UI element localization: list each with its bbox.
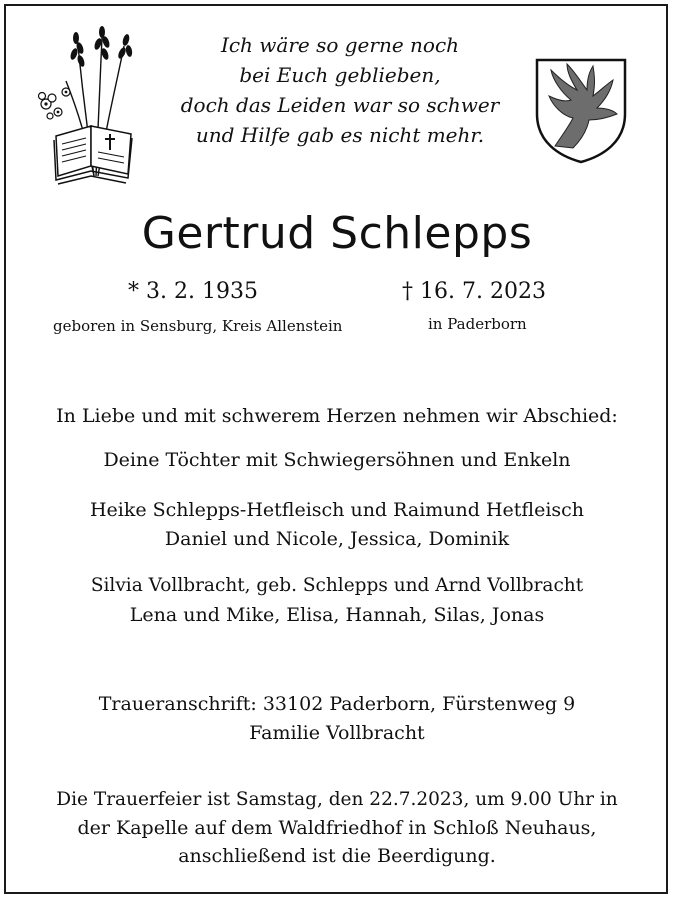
birth-date: * 3. 2. 1935 (128, 279, 258, 304)
ceremony-line-3: anschließend ist die Beerdigung. (178, 845, 496, 867)
address-line-2: Familie Vollbracht (249, 722, 425, 744)
family-1-line-2: Daniel und Nicole, Jessica, Dominik (164, 528, 510, 550)
birth-place: geboren in Sensburg, Kreis Allenstein (53, 317, 343, 335)
ceremony-line-1: Die Trauerfeier ist Samstag, den 22.7.2023, um 9.00 Uhr in (56, 789, 618, 810)
poem-line: doch das Leiden war so schwer (180, 93, 500, 117)
farewell-text: In Liebe und mit schwerem Herzen nehmen wir Abschied: (56, 405, 618, 427)
book-wheat-flowers-icon (36, 26, 146, 191)
death-date: † 16. 7. 2023 (402, 279, 546, 304)
ceremony-line-2: der Kapelle auf dem Waldfriedhof in Schloß Neuhaus, (77, 817, 597, 839)
deceased-name: Gertrud Schlepps (141, 208, 533, 259)
death-place: in Paderborn (428, 315, 527, 333)
poem-line: bei Euch geblieben, (239, 63, 441, 87)
coat-of-arms-hand-icon (533, 56, 629, 166)
poem (150, 30, 530, 150)
family-1-line-1: Heike Schlepps-Hetfleisch und Raimund Hetfleisch (89, 499, 585, 521)
family-2-line-1: Silvia Vollbracht, geb. Schlepps und Arnd Vollbracht (90, 575, 584, 596)
family-intro: Deine Töchter mit Schwiegersöhnen und Enkeln (103, 449, 571, 471)
poem-line: Ich wäre so gerne noch (220, 33, 460, 57)
address-line-1: Traueranschrift: 33102 Paderborn, Fürstenweg 9 (98, 693, 576, 715)
family-2-line-2: Lena und Mike, Elisa, Hannah, Silas, Jonas (129, 604, 545, 626)
poem-line: und Hilfe gab es nicht mehr. (195, 123, 485, 147)
